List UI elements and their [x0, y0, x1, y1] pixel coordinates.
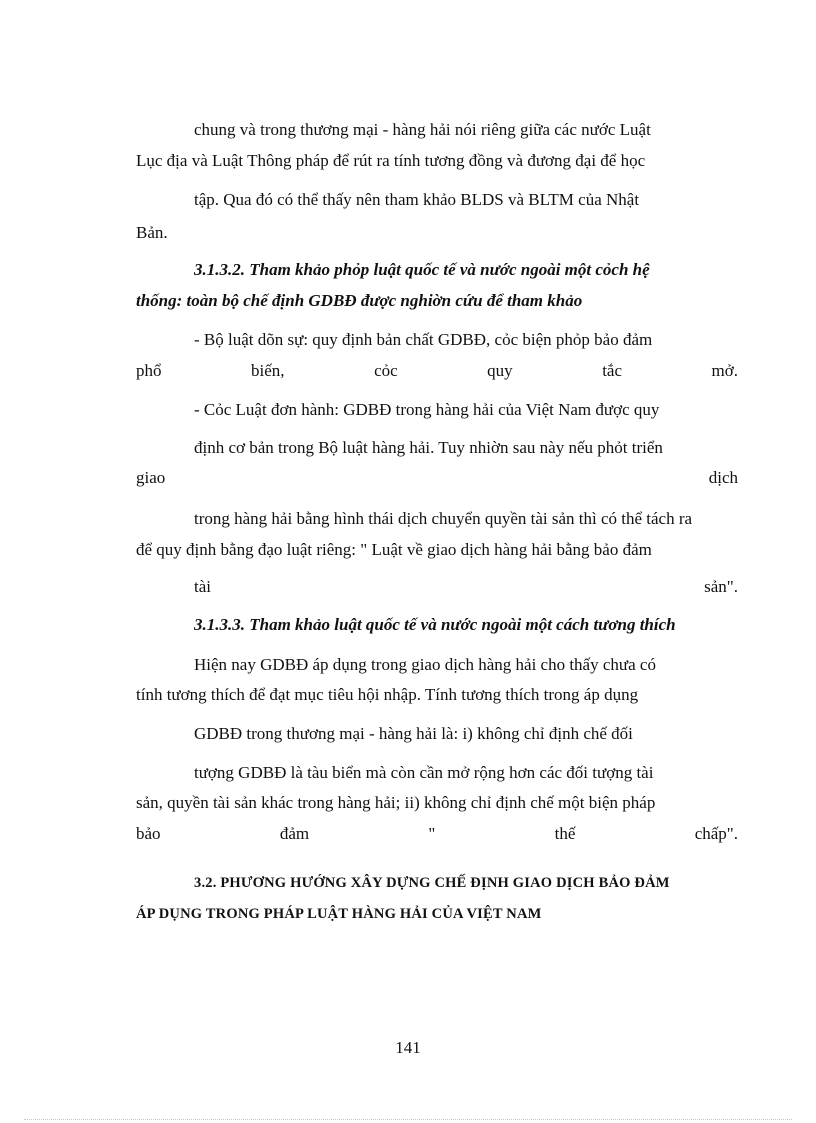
section-heading-3-2-cont: ÁP DỤNG TRONG PHÁP LUẬT HÀNG HẢI CỦA VIỆT NAM: [136, 906, 542, 922]
justified-line: [136, 360, 738, 382]
word: giao: [136, 468, 166, 487]
page-bottom-border: [24, 1119, 792, 1120]
justified-line: [136, 467, 738, 489]
word: phổ: [136, 361, 162, 380]
text-line: tập. Qua đó có thể thấy nên tham khảo BLDS và BLTM của Nhật: [194, 190, 640, 209]
word: biến,: [251, 361, 285, 380]
text-line: tượng GDBĐ là tàu biển mà còn cần mở rộng hơn các đối tượng tài: [194, 763, 654, 782]
text-line: trong hàng hải bằng hình thái dịch chuyển quyền tài sản thì có thể tách ra: [194, 509, 693, 528]
text-line: sản, quyền tài sản khác trong hàng hải; ii) không chỉ định chế một biện pháp: [136, 793, 656, 812]
text-line: - Bộ luật dõn sự: quy định bản chất GDBĐ, cỏc biện phỏp bảo đảm: [194, 330, 653, 349]
section-heading-3-1-3-2: 3.1.3.2. Tham khảo phỏp luật quốc tế và nước ngoài một cỏch hệ: [194, 260, 650, 279]
section-heading-3-1-3-3: 3.1.3.3. Tham khảo luật quốc tế và nước ngoài một cách tương thích: [194, 615, 676, 634]
justified-line: [136, 823, 738, 845]
word: cỏc: [374, 361, 398, 380]
text-line: Lục địa và Luật Thông pháp để rút ra tính tương đồng và đương đại để học: [136, 151, 646, 170]
word: mở.: [711, 361, 738, 380]
word: đảm: [279, 824, 310, 843]
word: tắc: [602, 361, 623, 380]
text-line: tính tương thích để đạt mục tiêu hội nhập. Tính tương thích trong áp dụng: [136, 685, 639, 704]
word: bảo: [136, 824, 161, 843]
word: chấp".: [694, 824, 738, 843]
word: thế: [554, 824, 576, 843]
text-line: Hiện nay GDBĐ áp dụng trong giao dịch hàng hải cho thấy chưa có: [194, 655, 656, 674]
word: ": [428, 824, 436, 843]
section-heading-3-1-3-2-cont: thống: toàn bộ chế định GDBĐ được nghiờn cứu để tham khảo: [136, 291, 583, 310]
text-line: - Cỏc Luật đơn hành: GDBĐ trong hàng hải của Việt Nam được quy: [194, 400, 660, 419]
word: quy: [487, 361, 513, 380]
word: tài: [194, 577, 211, 596]
justified-line: [194, 576, 738, 598]
text-line: chung và trong thương mại - hàng hải nói riêng giữa các nước Luật: [194, 120, 651, 139]
text-line: định cơ bản trong Bộ luật hàng hải. Tuy nhiờn sau này nếu phỏt triển: [194, 438, 663, 457]
text-line: Bản.: [136, 223, 168, 242]
section-heading-3-2: 3.2. PHƯƠNG HƯỚNG XÂY DỰNG CHẾ ĐỊNH GIAO DỊCH BẢO ĐẢM: [194, 875, 670, 891]
word: dịch: [708, 468, 738, 487]
word: sản".: [704, 577, 738, 596]
text-line: GDBĐ trong thương mại - hàng hải là: i) không chỉ định chế đối: [194, 724, 633, 743]
text-line: để quy định bằng đạo luật riêng: " Luật về giao dịch hàng hải bằng bảo đảm: [136, 540, 652, 559]
page-number: 141: [395, 1038, 421, 1057]
